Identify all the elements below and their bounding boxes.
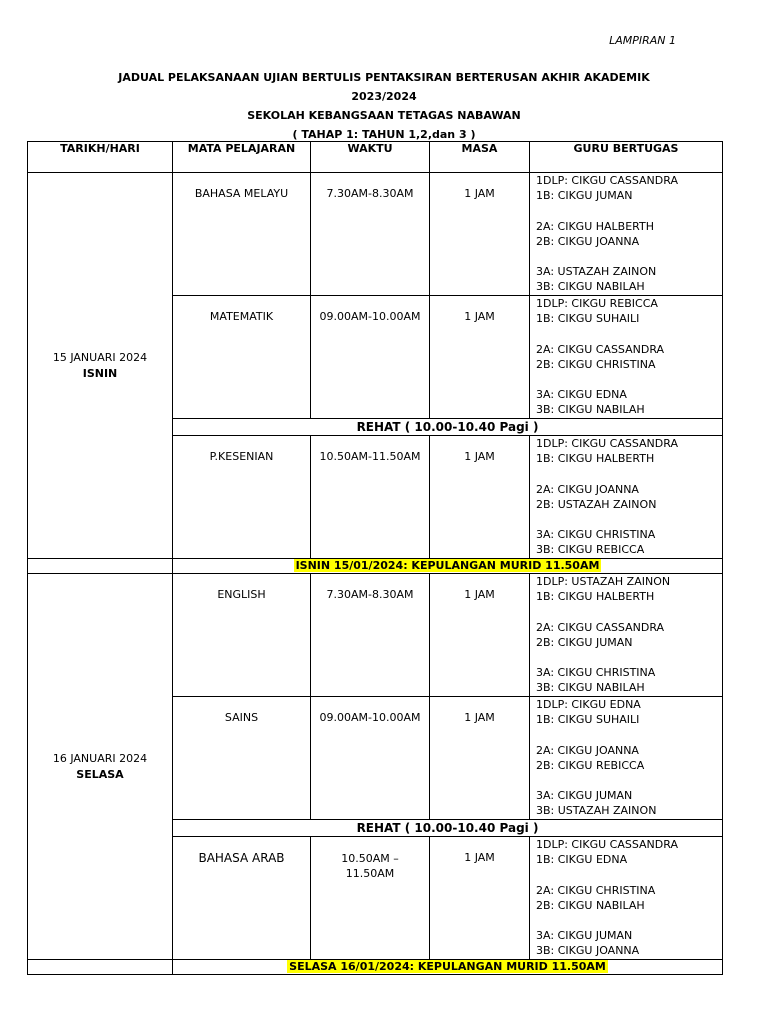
teacher-entry: 3A: CIKGU JUMAN — [536, 929, 633, 943]
teacher-entry: 1B: CIKGU EDNA — [536, 853, 628, 867]
teacher-entry: 3B: CIKGU NABILAH — [536, 403, 645, 417]
time-cell: 09.00AM-10.00AM — [311, 697, 430, 820]
teacher-entry: 2B: CIKGU CHRISTINA — [536, 357, 656, 371]
teachers-cell — [530, 697, 723, 820]
teacher-entry: 3A: USTAZAH ZAINON — [536, 265, 657, 279]
date-text: 16 JANUARI 2024 — [52, 751, 148, 765]
teacher-entry: 1B: CIKGU SUHAILI — [536, 312, 640, 326]
teacher-entry: 3B: CIKGU NABILAH — [536, 681, 645, 695]
subject-cell: ENGLISH — [173, 574, 311, 697]
time-cell — [311, 837, 430, 960]
teacher-entry: 1DLP: CIKGU CASSANDRA — [536, 437, 678, 450]
subject-cell: BAHASA ARAB — [173, 837, 311, 960]
date-cell — [28, 574, 173, 960]
academic-year: 2023/2024 — [351, 90, 417, 103]
subject-cell: SAINS — [173, 697, 311, 820]
teachers-cell — [530, 296, 723, 419]
teacher-entry: 3B: CIKGU NABILAH — [536, 280, 645, 294]
time-cell: 09.00AM-10.00AM — [311, 296, 430, 419]
teacher-entry: 3A: CIKGU CHRISTINA — [536, 666, 656, 680]
exam-schedule-table — [27, 141, 723, 975]
appendix-label: LAMPIRAN 1 — [609, 34, 676, 47]
teacher-entry: 1DLP: CIKGU CASSANDRA — [536, 174, 678, 187]
teacher-entry: 2B: CIKGU NABILAH — [536, 898, 645, 912]
teacher-entry: 2B: USTAZAH ZAINON — [536, 497, 657, 511]
time-cell: 10.50AM-11.50AM — [311, 436, 430, 559]
duration-cell: 1 JAM — [430, 837, 530, 960]
date-cell — [28, 173, 173, 559]
day-text: ISNIN — [82, 366, 118, 380]
teachers-cell — [530, 173, 723, 296]
teachers-cell — [530, 837, 723, 960]
teacher-entry: 1B: CIKGU JUMAN — [536, 189, 633, 203]
table-row — [28, 574, 723, 697]
dismissal-note: SELASA 16/01/2024: KEPULANGAN MURID 11.50AM — [289, 960, 606, 973]
teacher-entry: 3B: CIKGU JOANNA — [536, 944, 640, 958]
date-text: 15 JANUARI 2024 — [52, 350, 148, 364]
school-name: SEKOLAH KEBANGSAAN TETAGAS NABAWAN — [247, 109, 521, 122]
duration-cell: 1 JAM — [430, 436, 530, 559]
teacher-entry: 2B: CIKGU REBICCA — [536, 758, 645, 772]
break-label: REHAT ( 10.00-10.40 Pagi ) — [173, 820, 723, 837]
header-teachers: GURU BERTUGAS — [530, 142, 723, 173]
subject-cell: P.KESENIAN — [173, 436, 311, 559]
time-end: 11.50AM — [345, 867, 395, 880]
subject-cell: MATEMATIK — [173, 296, 311, 419]
teacher-entry: 3A: CIKGU CHRISTINA — [536, 528, 656, 542]
duration-cell: 1 JAM — [430, 697, 530, 820]
teacher-entry: 2A: CIKGU CASSANDRA — [536, 342, 665, 356]
header-duration: MASA — [430, 142, 530, 173]
teachers-cell — [530, 574, 723, 697]
document-title-block — [0, 68, 768, 144]
time-cell: 7.30AM-8.30AM — [311, 574, 430, 697]
teacher-entry: 2A: CIKGU JOANNA — [536, 743, 639, 757]
dismissal-row — [28, 559, 723, 574]
teacher-entry: 3B: CIKGU REBICCA — [536, 543, 645, 557]
time-start: 10.50AM – — [341, 852, 399, 865]
header-date: TARIKH/HARI — [28, 142, 173, 173]
teacher-entry: 1B: CIKGU SUHAILI — [536, 713, 640, 727]
teacher-entry: 3A: CIKGU JUMAN — [536, 789, 633, 803]
dismissal-row — [28, 960, 723, 975]
table-header-row — [28, 142, 723, 173]
teacher-entry: 1DLP: CIKGU EDNA — [536, 698, 641, 711]
level-subtitle: ( TAHAP 1: TAHUN 1,2,dan 3 ) — [292, 128, 476, 141]
header-time: WAKTU — [311, 142, 430, 173]
teacher-entry: 2B: CIKGU JOANNA — [536, 234, 640, 248]
teacher-entry: 1DLP: USTAZAH ZAINON — [536, 575, 671, 588]
duration-cell: 1 JAM — [430, 296, 530, 419]
subject-cell: BAHASA MELAYU — [173, 173, 311, 296]
duration-cell: 1 JAM — [430, 574, 530, 697]
teacher-entry: 1B: CIKGU HALBERTH — [536, 590, 655, 604]
teacher-entry: 1DLP: CIKGU REBICCA — [536, 297, 658, 310]
teacher-entry: 2B: CIKGU JUMAN — [536, 635, 633, 649]
time-cell: 7.30AM-8.30AM — [311, 173, 430, 296]
day-text: SELASA — [76, 767, 124, 781]
dismissal-note: ISNIN 15/01/2024: KEPULANGAN MURID 11.50AM — [295, 559, 600, 572]
teacher-entry: 2A: CIKGU CASSANDRA — [536, 620, 665, 634]
teacher-entry: 1DLP: CIKGU CASSANDRA — [536, 838, 678, 851]
document-title: JADUAL PELAKSANAAN UJIAN BERTULIS PENTAKSIRAN BERTERUSAN AKHIR AKADEMIK — [118, 71, 650, 84]
teacher-entry: 3B: USTAZAH ZAINON — [536, 804, 657, 818]
teacher-entry: 3A: CIKGU EDNA — [536, 388, 627, 402]
header-subject: MATA PELAJARAN — [173, 142, 311, 173]
duration-cell: 1 JAM — [430, 173, 530, 296]
table-row — [28, 173, 723, 296]
teacher-entry: 2A: CIKGU HALBERTH — [536, 219, 654, 233]
dismissal-cell — [173, 960, 723, 975]
teacher-entry: 2A: CIKGU CHRISTINA — [536, 883, 656, 897]
dismissal-cell — [173, 559, 723, 574]
break-label: REHAT ( 10.00-10.40 Pagi ) — [173, 419, 723, 436]
teachers-cell — [530, 436, 723, 559]
teacher-entry: 2A: CIKGU JOANNA — [536, 482, 639, 496]
teacher-entry: 1B: CIKGU HALBERTH — [536, 452, 655, 466]
